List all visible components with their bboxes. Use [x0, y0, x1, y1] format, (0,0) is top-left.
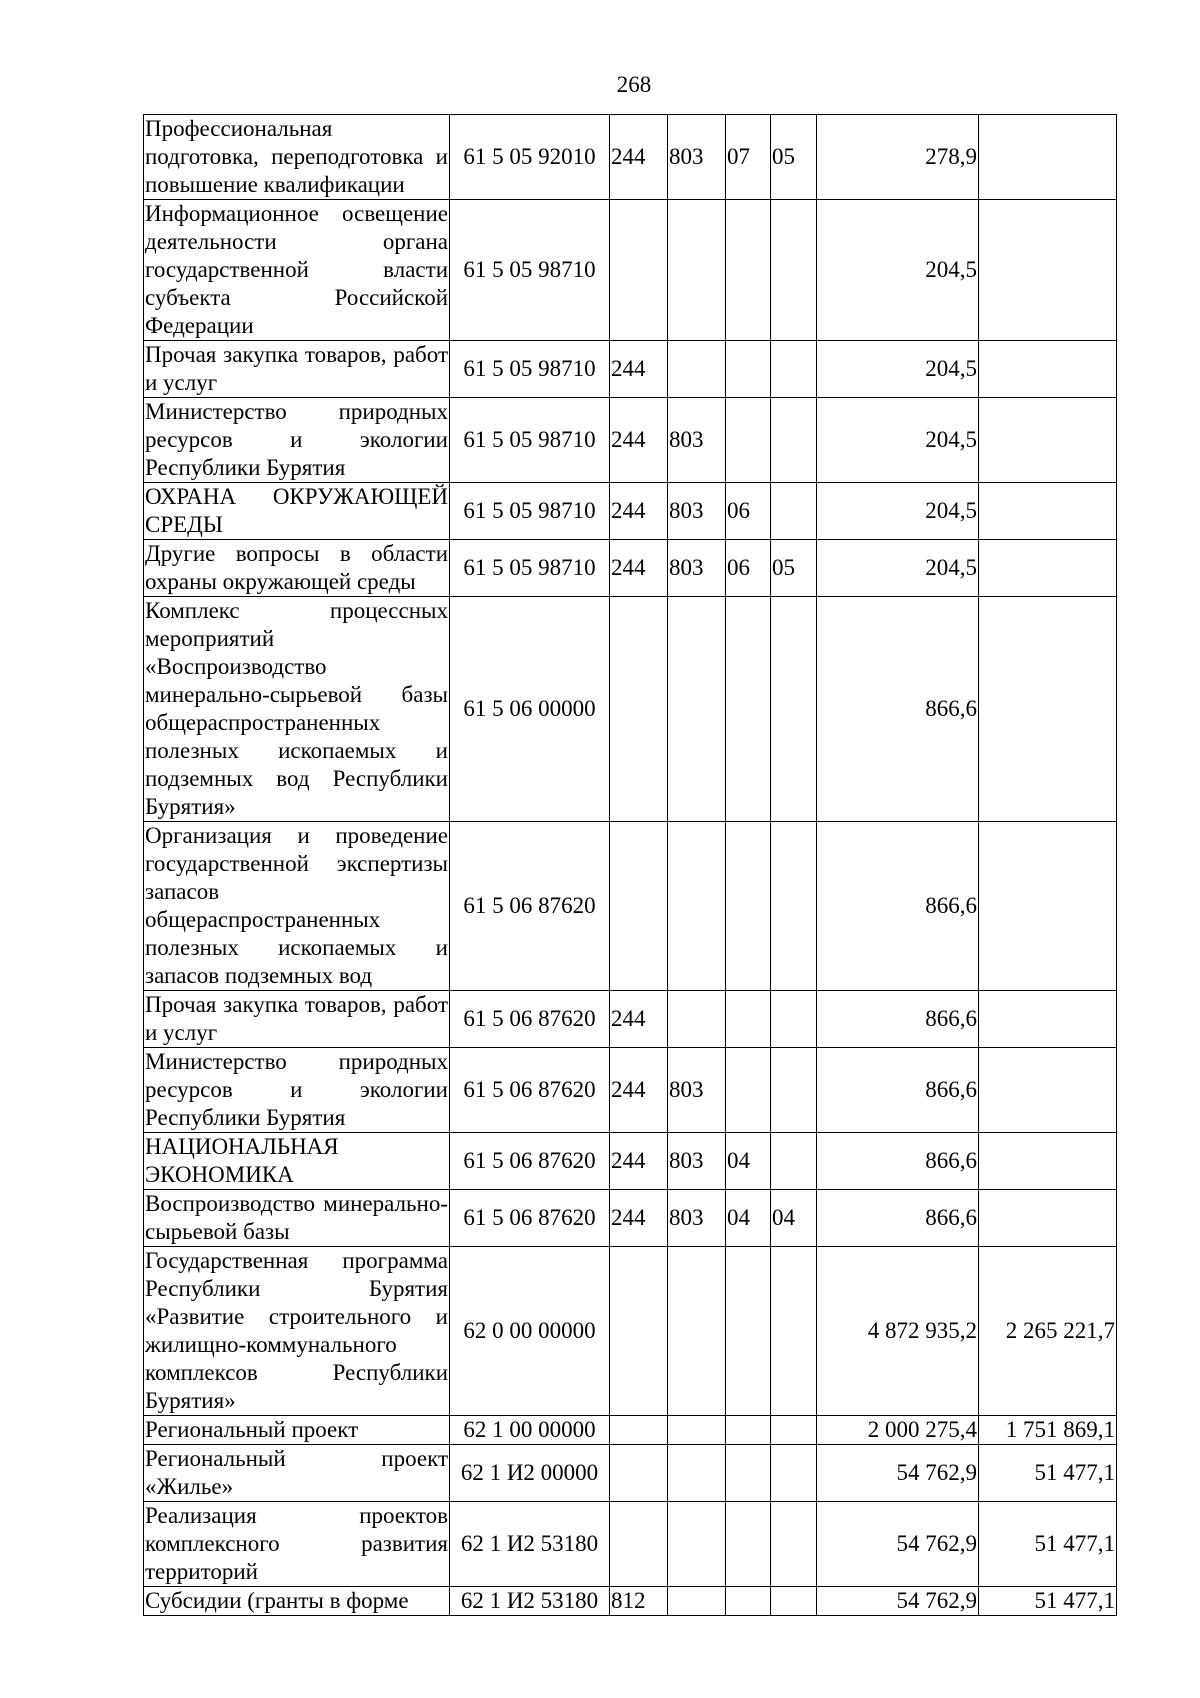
row-sum-year1: 204,5	[817, 341, 979, 398]
row-sum-year1: 54 762,9	[817, 1502, 979, 1587]
row-name: Организация и проведение государственной экспертизы запасов общераспространенных полезных ископаемых и запасов подземных вод	[144, 822, 450, 991]
table-row	[144, 483, 1117, 540]
row-agency-code	[668, 1445, 726, 1502]
row-agency-code: 803	[668, 1133, 726, 1190]
row-section: 07	[726, 115, 771, 200]
row-sum-year1: 54 762,9	[817, 1445, 979, 1502]
row-sum-year1: 2 000 275,4	[817, 1416, 979, 1445]
row-sum-year2	[979, 115, 1117, 200]
row-target-code: 61 5 05 98710	[450, 341, 610, 398]
row-section	[726, 1445, 771, 1502]
row-agency-code: 803	[668, 1190, 726, 1247]
row-subsection	[771, 200, 817, 341]
row-name: Министерство природных ресурсов и экологии Республики Бурятия	[144, 1048, 450, 1133]
table-row	[144, 822, 1117, 991]
row-agency-code	[668, 1247, 726, 1416]
row-target-code: 61 5 06 87620	[450, 991, 610, 1048]
row-subsection	[771, 991, 817, 1048]
row-target-code: 61 5 06 87620	[450, 1048, 610, 1133]
row-agency-code: 803	[668, 398, 726, 483]
row-name: Информационное освещение деятельности органа государственной власти субъекта Российской Федерации	[144, 200, 450, 341]
row-expense-type	[610, 1247, 668, 1416]
row-section	[726, 991, 771, 1048]
table-row	[144, 341, 1117, 398]
row-target-code: 61 5 06 87620	[450, 1190, 610, 1247]
row-section	[726, 341, 771, 398]
row-sum-year1: 204,5	[817, 398, 979, 483]
row-section	[726, 398, 771, 483]
row-section	[726, 1416, 771, 1445]
row-agency-code	[668, 1502, 726, 1587]
table-row	[144, 1502, 1117, 1587]
row-section: 06	[726, 483, 771, 540]
row-name: Государственная программа Республики Бурятия «Развитие строительного и жилищно-коммунального комплексов Республики Бурятия»	[144, 1247, 450, 1416]
row-target-code: 61 5 05 98710	[450, 483, 610, 540]
row-target-code: 61 5 05 98710	[450, 200, 610, 341]
row-section: 04	[726, 1190, 771, 1247]
row-subsection	[771, 398, 817, 483]
row-sum-year1: 204,5	[817, 200, 979, 341]
row-section: 06	[726, 540, 771, 597]
row-section	[726, 597, 771, 822]
row-expense-type	[610, 1502, 668, 1587]
row-subsection: 05	[771, 115, 817, 200]
row-name: Министерство природных ресурсов и экологии Республики Бурятия	[144, 398, 450, 483]
row-name: Региональный проект	[144, 1416, 450, 1445]
row-target-code: 61 5 06 87620	[450, 822, 610, 991]
row-sum-year2	[979, 597, 1117, 822]
row-name: Реализация проектов комплексного развития территорий	[144, 1502, 450, 1587]
row-expense-type: 244	[610, 540, 668, 597]
table-row	[144, 1587, 1117, 1616]
row-sum-year1: 866,6	[817, 1133, 979, 1190]
row-expense-type: 244	[610, 341, 668, 398]
row-subsection	[771, 341, 817, 398]
table-row	[144, 540, 1117, 597]
row-sum-year2: 2 265 221,7	[979, 1247, 1117, 1416]
row-sum-year2: 51 477,1	[979, 1445, 1117, 1502]
row-target-code: 62 1 И2 00000	[450, 1445, 610, 1502]
table-row	[144, 398, 1117, 483]
row-name: Другие вопросы в области охраны окружающей среды	[144, 540, 450, 597]
row-subsection: 05	[771, 540, 817, 597]
row-subsection	[771, 1247, 817, 1416]
budget-table	[143, 114, 1117, 1616]
row-target-code: 61 5 06 87620	[450, 1133, 610, 1190]
row-section	[726, 200, 771, 341]
row-sum-year2	[979, 991, 1117, 1048]
row-section: 04	[726, 1133, 771, 1190]
table-row	[144, 1445, 1117, 1502]
row-expense-type	[610, 1416, 668, 1445]
row-sum-year2	[979, 1133, 1117, 1190]
row-target-code: 61 5 05 98710	[450, 398, 610, 483]
row-agency-code: 803	[668, 1048, 726, 1133]
row-target-code: 62 1 И2 53180	[450, 1502, 610, 1587]
row-section	[726, 1247, 771, 1416]
page-number: 268	[616, 72, 652, 97]
table-row	[144, 1247, 1117, 1416]
row-agency-code: 803	[668, 540, 726, 597]
row-expense-type: 244	[610, 1048, 668, 1133]
table-row	[144, 1048, 1117, 1133]
row-agency-code	[668, 1587, 726, 1616]
row-name: Региональный проект «Жилье»	[144, 1445, 450, 1502]
row-section	[726, 1587, 771, 1616]
row-expense-type	[610, 597, 668, 822]
row-subsection	[771, 597, 817, 822]
row-agency-code	[668, 1416, 726, 1445]
row-sum-year2	[979, 1048, 1117, 1133]
table-row	[144, 1416, 1117, 1445]
row-subsection	[771, 483, 817, 540]
row-sum-year1: 278,9	[817, 115, 979, 200]
row-sum-year1: 866,6	[817, 822, 979, 991]
row-agency-code	[668, 200, 726, 341]
row-subsection	[771, 822, 817, 991]
row-agency-code	[668, 822, 726, 991]
row-subsection	[771, 1502, 817, 1587]
row-expense-type: 244	[610, 1133, 668, 1190]
row-sum-year2	[979, 200, 1117, 341]
row-name: Прочая закупка товаров, работ и услуг	[144, 991, 450, 1048]
row-expense-type: 812	[610, 1587, 668, 1616]
row-sum-year2	[979, 398, 1117, 483]
table-body	[144, 115, 1117, 1616]
row-subsection	[771, 1587, 817, 1616]
row-target-code: 61 5 06 00000	[450, 597, 610, 822]
row-sum-year2: 51 477,1	[979, 1502, 1117, 1587]
row-name: Профессиональная подготовка, переподготовка и повышение квалификации	[144, 115, 450, 200]
row-name: Прочая закупка товаров, работ и услуг	[144, 341, 450, 398]
row-expense-type: 244	[610, 483, 668, 540]
row-agency-code	[668, 991, 726, 1048]
row-expense-type	[610, 200, 668, 341]
row-sum-year1: 204,5	[817, 540, 979, 597]
row-target-code: 62 1 И2 53180	[450, 1587, 610, 1616]
row-sum-year2: 51 477,1	[979, 1587, 1117, 1616]
row-sum-year1: 866,6	[817, 991, 979, 1048]
row-expense-type: 244	[610, 398, 668, 483]
row-target-code: 61 5 05 98710	[450, 540, 610, 597]
row-sum-year1: 866,6	[817, 1190, 979, 1247]
row-subsection	[771, 1416, 817, 1445]
row-expense-type	[610, 1445, 668, 1502]
row-sum-year1: 54 762,9	[817, 1587, 979, 1616]
row-expense-type: 244	[610, 991, 668, 1048]
row-agency-code: 803	[668, 483, 726, 540]
table-row	[144, 991, 1117, 1048]
table-row	[144, 597, 1117, 822]
row-name: НАЦИОНАЛЬНАЯ ЭКОНОМИКА	[144, 1133, 450, 1190]
table-row	[144, 115, 1117, 200]
row-sum-year1: 866,6	[817, 597, 979, 822]
row-name: ОХРАНА ОКРУЖАЮЩЕЙ СРЕДЫ	[144, 483, 450, 540]
table-row	[144, 1133, 1117, 1190]
row-sum-year2	[979, 540, 1117, 597]
table-row	[144, 200, 1117, 341]
row-sum-year2	[979, 1190, 1117, 1247]
row-section	[726, 1502, 771, 1587]
row-target-code: 62 1 00 00000	[450, 1416, 610, 1445]
row-sum-year1: 4 872 935,2	[817, 1247, 979, 1416]
row-name: Комплекс процессных мероприятий «Воспроизводство минерально-сырьевой базы общераспространенных полезных ископаемых и подземных вод Республики Бурятия»	[144, 597, 450, 822]
row-agency-code: 803	[668, 115, 726, 200]
row-target-code: 61 5 05 92010	[450, 115, 610, 200]
row-section	[726, 822, 771, 991]
row-subsection	[771, 1133, 817, 1190]
row-sum-year2	[979, 483, 1117, 540]
row-sum-year2	[979, 341, 1117, 398]
row-agency-code	[668, 597, 726, 822]
row-section	[726, 1048, 771, 1133]
row-expense-type: 244	[610, 115, 668, 200]
row-expense-type: 244	[610, 1190, 668, 1247]
row-name: Субсидии (гранты в форме	[144, 1587, 450, 1616]
row-sum-year1: 204,5	[817, 483, 979, 540]
row-sum-year2: 1 751 869,1	[979, 1416, 1117, 1445]
row-expense-type	[610, 822, 668, 991]
row-sum-year2	[979, 822, 1117, 991]
row-name: Воспроизводство минерально-сырьевой базы	[144, 1190, 450, 1247]
row-target-code: 62 0 00 00000	[450, 1247, 610, 1416]
row-subsection: 04	[771, 1190, 817, 1247]
row-sum-year1: 866,6	[817, 1048, 979, 1133]
row-subsection	[771, 1048, 817, 1133]
row-subsection	[771, 1445, 817, 1502]
row-agency-code	[668, 341, 726, 398]
table-row	[144, 1190, 1117, 1247]
